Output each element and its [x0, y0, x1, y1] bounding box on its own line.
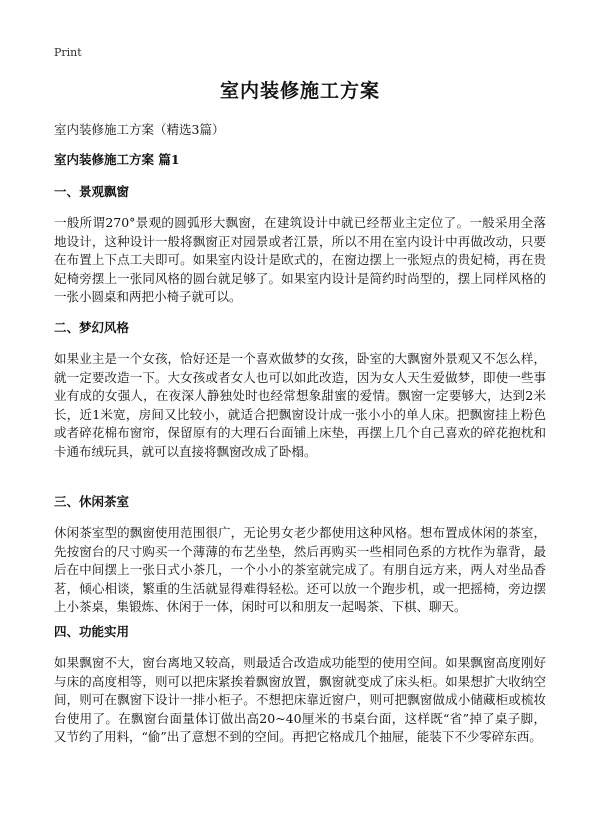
section-landscape-bay-window [54, 182, 546, 307]
section-dream-style [54, 318, 546, 461]
section-leisure-tea-room [54, 492, 546, 617]
section-body: 如果飘窗不大，窗台离地又较高，则最适合改造成功能型的使用空间。如果飘窗高度刚好与床的高度相等，则可以把床紧挨着飘窗放置，飘窗就变成了床头柜。如果想扩大收纳空间，则可在飘窗下设计一排小柜子。不想把床靠近窗户，则可把飘窗做成小储藏柜或梳妆台使用了。在飘窗台面量体订做出高20~40厘米的书桌台面，这样既“省”掉了桌子脚，又节约了用料，“偷”出了意想不到的空间。再把它格成几个抽屉，能装下不少零碎东西。 [54, 655, 546, 744]
section-functional-use [54, 622, 546, 747]
section-heading: 三、休闲茶室 [54, 494, 130, 509]
part-title: 室内装修施工方案 篇1 [54, 152, 180, 167]
section-body: 如果业主是一个女孩，恰好还是一个喜欢做梦的女孩，卧室的大飘窗外景观又不怎么样，就一定要改造一下。大女孩或者女人也可以如此改造，因为女人天生爱做梦，即使一些事业有成的女强人，在夜深人静独处时也经常想象甜蜜的爱情。飘窗一定要够大，达到2米长，近1米宽，房间又比较小，就适合把飘窗设计成一张小小的单人床。把飘窗挂上粉色或者碎花棉布窗帘，保留原有的大理石台面铺上床垫，再摆上几个自己喜欢的碎花抱枕和卡通布绒玩具，就可以直接将飘窗改成了卧榻。 [54, 351, 546, 459]
section-heading: 四、功能实用 [54, 624, 130, 639]
section-heading: 一、景观飘窗 [54, 184, 130, 199]
section-heading: 二、梦幻风格 [54, 320, 130, 335]
section-body: 休闲茶室型的飘窗使用范围很广，无论男女老少都使用这种风格。想布置成休闲的茶室，先按窗台的尺寸购买一个薄薄的布艺坐垫，然后再购买一些相同色系的方枕作为靠背，最后在中间摆上一张日式小茶几，一个小小的茶室就完成了。有朋自远方来，两人对坐品香茗，倾心相谈，繁重的生活就显得难得轻松。还可以放一个跑步机，或一把摇椅，旁边摆上小茶桌，集锻炼、休闲于一体，闲时可以和朋友一起喝茶、下棋、聊天。 [54, 525, 546, 614]
section-body: 一般所谓270°景观的圆弧形大飘窗，在建筑设计中就已经帮业主定位了。一般采用全落地设计，这种设计一般将飘窗正对园景或者江景，所以不用在室内设计中再做改动，只要在布置上下点工夫即可。如果室内设计是欧式的，在窗边摆上一张短点的贵妃椅，再在贵妃椅旁摆上一张同风格的圆台就足够了。如果室内设计是简约时尚型的，摆上同样风格的一张小圆桌和两把小椅子就可以。 [54, 215, 546, 304]
document-title: 室内装修施工方案 [219, 80, 380, 102]
document-subtitle: 室内装修施工方案（精选3篇） [54, 122, 225, 137]
print-link[interactable]: Print [54, 46, 82, 59]
